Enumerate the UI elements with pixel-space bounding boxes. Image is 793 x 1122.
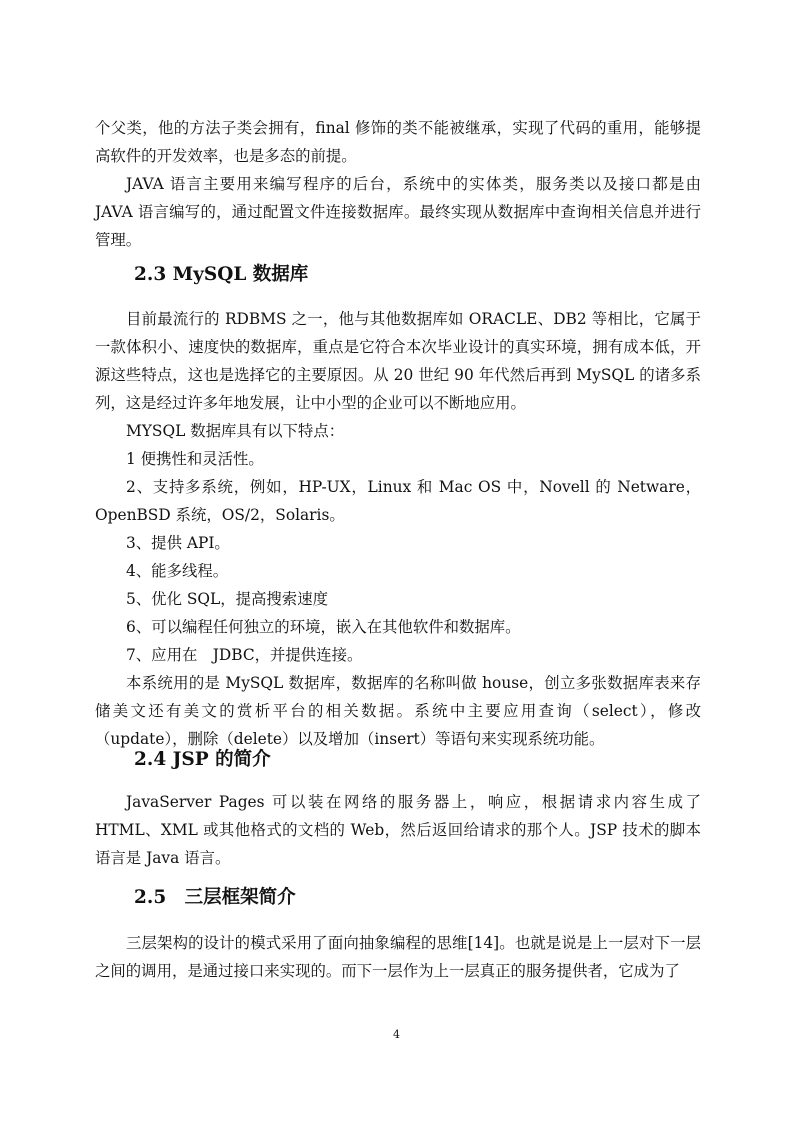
jsp-paragraph-1: JavaServer Pages 可以装在网络的服务器上，响应，根据请求内容生成了 HTML、XML 或其他格式的文档的 Web，然后返回给请求的那个人。JSP 技术的脚本语言是 Java 语言。 bbox=[95, 793, 701, 867]
list-item: 2、支持多系统，例如，HP-UX，Linux 和 Mac OS 中，Novell 的 Netware，OpenBSD 系统，OS/2，Solaris。 bbox=[95, 478, 701, 524]
section-heading-jsp: 2.4 JSP 的简介 bbox=[134, 749, 271, 770]
list-item: 6、可以编程任何独立的环境，嵌入在其他软件和数据库。 bbox=[126, 618, 521, 636]
mysql-paragraph-1: 目前最流行的 RDBMS 之一，他与其他数据库如 ORACLE、DB2 等相比，它属于一款体积小、速度快的数据库，重点是它符合本次毕业设计的真实环境，拥有成本低，开源这些特点，这也是选择它的主要原因。从 20 世纪 90 年代然后再到 MySQL 的诸多系列，这是经过许多年地发展，让中小型的企业可以不断地应用。 bbox=[95, 310, 701, 412]
page-number: 4 bbox=[393, 1028, 400, 1041]
jsp-block bbox=[95, 788, 701, 872]
intro-paragraph-1: 个父类，他的方法子类会拥有，final 修饰的类不能被继承，实现了代码的重用，能够提高软件的开发效率，也是多态的前提。 bbox=[95, 119, 701, 165]
intro-paragraph-2: JAVA 语言主要用来编写程序的后台，系统中的实体类，服务类以及接口都是由 JAVA 语言编写的，通过配置文件连接数据库。最终实现从数据库中查询相关信息并进行管理。 bbox=[95, 175, 701, 249]
three-tier-paragraph-1: 三层架构的设计的模式采用了面向抽象编程的思维[14]。也就是说是上一层对下一层之间的调用，是通过接口来实现的。而下一层作为上一层真正的服务提供者，它成为了 bbox=[95, 934, 701, 980]
section-heading-three-tier: 2.5 三层框架简介 bbox=[134, 887, 296, 908]
list-item: 7、应用在 JDBC，并提供连接。 bbox=[126, 646, 363, 664]
section-heading-mysql: 2.3 MySQL 数据库 bbox=[134, 264, 309, 285]
mysql-feature-list bbox=[95, 445, 701, 669]
mysql-paragraph-2: MYSQL 数据库具有以下特点： bbox=[126, 422, 345, 440]
mysql-paragraph-3: 本系统用的是 MySQL 数据库，数据库的名称叫做 house，创立多张数据库表来存储美文还有美文的赏析平台的相关数据。系统中主要应用查询（select），修改（update），删除（delete）以及增加（insert）等语句来实现系统功能。 bbox=[95, 674, 701, 748]
list-item: 5、优化 SQL，提高搜索速度 bbox=[126, 590, 328, 608]
list-item: 4、能多线程。 bbox=[126, 562, 229, 580]
intro-block bbox=[95, 114, 701, 254]
mysql-block bbox=[95, 305, 701, 753]
list-item: 3、提供 API。 bbox=[126, 534, 230, 552]
list-item: 1 便携性和灵活性。 bbox=[126, 450, 264, 468]
three-tier-block bbox=[95, 929, 701, 985]
